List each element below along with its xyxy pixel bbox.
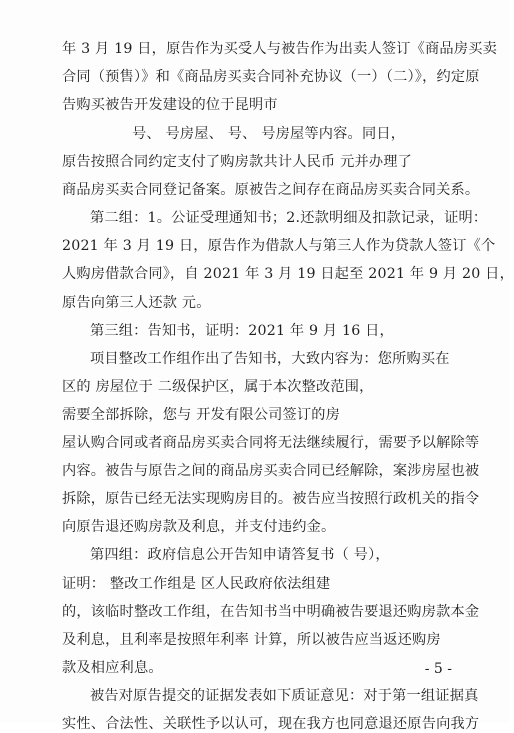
text-line: 项目整改工作组作出了告知书，大致内容为：您所购买在 — [90, 351, 450, 367]
text-line: 第四组：政府信息公开告知申请答复书（ 号）， — [90, 547, 390, 563]
text-line: 告购买被告开发建设的位于昆明市 — [62, 97, 278, 113]
text-line: 屋认购合同或者商品房买卖合同将无法继续履行，需要予以解除等 — [62, 435, 480, 451]
text-line: 拆除，原告已经无法实现购房目的。被告应当按照行政机关的指令 — [62, 491, 480, 507]
text-line: 款及相应利息。 — [62, 660, 163, 676]
text-line: 第二组：1。公证受理通知书；2.还款明细及扣款记录，证明： — [90, 210, 488, 226]
text-line: 及利息，且利率是按照年利率 计算，所以被告应当返还购房 — [62, 632, 441, 648]
text-line: 被告对原告提交的证据发表如下质证意见：对于第一组证据真 — [90, 688, 479, 704]
text-line: 2021 年 3 月 19 日，原告作为借款人与第三人作为贷款人签订《个 — [62, 238, 496, 254]
text-line: 内容。被告与原告之间的商品房买卖合同已经解除，案涉房屋也被 — [62, 463, 480, 479]
text-line: 原告向第三人还款 元。 — [62, 295, 211, 311]
text-line: 第三组：告知书，证明：2021 年 9 月 16 日， — [90, 323, 394, 339]
text-line: 年 3 月 19 日，原告作为买受人与被告作为出卖人签订《商品房买卖 — [62, 41, 497, 57]
text-line: 区的 房屋位于 二级保护区，属于本次整改范围， — [62, 379, 374, 395]
text-line: 实性、合法性、关联性予以认可，现在我方也同意退还原告向我方 — [62, 716, 480, 732]
text-line: 人购房借款合同》，自 2021 年 3 月 19 日起至 2021 年 9 月 20 日， — [62, 266, 514, 282]
page-number: - 5 - — [424, 661, 452, 677]
text-line: 合同（预售）》和《商品房买卖合同补充协议（一）（二）》，约定原 — [62, 69, 480, 85]
text-line: 的，该临时整改工作组，在告知书当中明确被告要退还购房款本金 — [62, 604, 480, 620]
text-line: 向原告退还购房款及利息，并支付违约金。 — [62, 519, 336, 535]
text-line: 商品房买卖合同登记备案。原被告之间存在商品房买卖合同关系。 — [62, 182, 480, 198]
text-line: 号、 号房屋、 号、 号房屋等内容。同日， — [132, 126, 406, 142]
text-line: 原告按照合同约定支付了购房款共计人民币 元并办理了 — [62, 154, 413, 170]
text-line: 需要全部拆除，您与 开发有限公司签订的房 — [62, 407, 341, 423]
text-line: 证明： 整改工作组是 区人民政府依法组建 — [62, 576, 331, 592]
